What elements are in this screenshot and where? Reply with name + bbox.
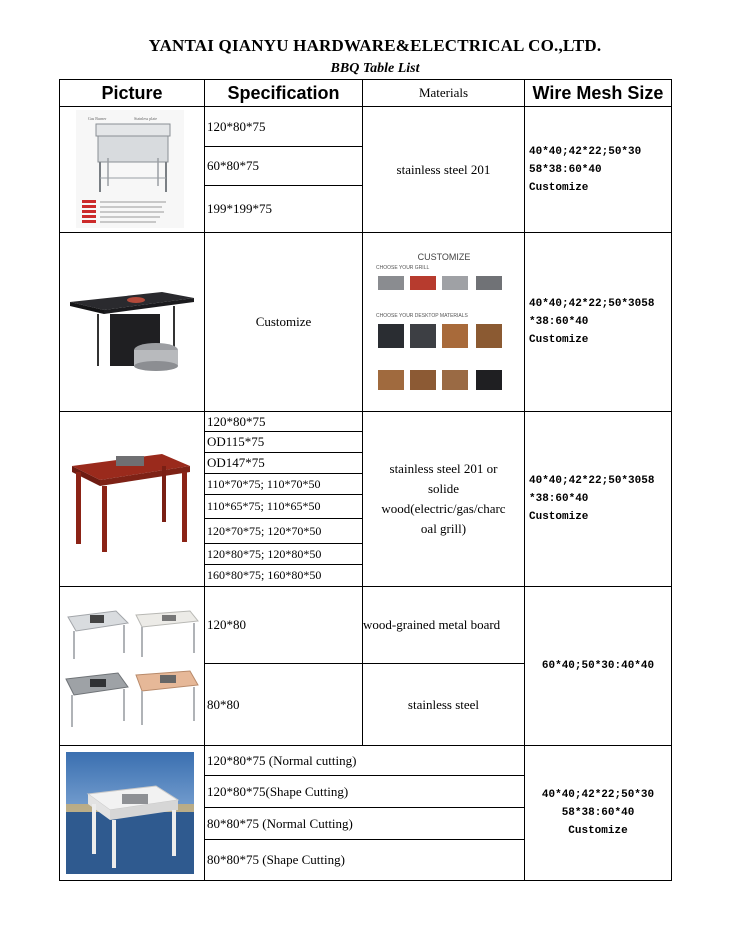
mesh-r5-line1: 40*40;42*22;50*30 (541, 789, 655, 801)
spec-r5-3: 80*80*75 (Normal Cutting) (207, 815, 353, 831)
mesh-r5-line3: Customize (568, 825, 628, 837)
svg-text:Stainless plate: Stainless plate (134, 116, 157, 121)
header-picture: Picture (101, 82, 163, 103)
mesh-r5-line2: 58*38:60*40 (561, 807, 635, 819)
materials-r3-line1: stainless steel 201 or (389, 461, 498, 476)
spec-r3-3: OD147*75 (207, 455, 265, 470)
header-wire-mesh: Wire Mesh Size (532, 82, 664, 103)
materials-r4-1: wood-grained metal board (363, 617, 501, 632)
white-table-night-scene (66, 752, 194, 874)
stainless-steel-table-diagram (76, 110, 184, 228)
mesh-r2-line1: 40*40;42*22;50*3058 (529, 298, 655, 310)
svg-text:Gas Burner: Gas Burner (88, 116, 107, 121)
materials-r1: stainless steel 201 (396, 161, 491, 177)
spec-r1-3: 199*199*75 (207, 201, 272, 216)
mesh-r3 (525, 412, 671, 586)
customize-desktop-caption: CHOOSE YOUR DESKTOP MATERIALS (376, 313, 468, 319)
materials-r3 (363, 412, 524, 586)
red-wood-table (66, 446, 196, 554)
header-materials: Materials (418, 85, 469, 100)
mesh-r3-line2: *38:60*40 (529, 493, 589, 505)
mesh-r2-line3: Customize (529, 334, 589, 346)
mesh-r1-line2: 58*38:60*40 (529, 163, 602, 176)
materials-r3-line2: solide (427, 481, 460, 496)
black-granite-table (64, 276, 200, 384)
spec-r3-2: OD115*75 (207, 434, 265, 449)
mesh-r5 (525, 746, 671, 880)
materials-r3-line3: wood(electric/gas/charc (381, 501, 506, 516)
spec-r4-2: 80*80 (207, 696, 240, 712)
mesh-r3-line1: 40*40;42*22;50*3058 (529, 475, 655, 487)
spec-r3-8: 160*80*75; 160*80*50 (207, 568, 322, 582)
spec-r5-1: 120*80*75 (Normal cutting) (207, 752, 357, 768)
spec-r4-1: 120*80 (207, 617, 246, 632)
mesh-r1-line1: 40*40;42*22;50*30 (529, 145, 642, 158)
materials-r4-2: stainless steel (407, 696, 480, 712)
mesh-r2 (525, 233, 671, 411)
mesh-r2-line2: *38:60*40 (529, 316, 589, 328)
mesh-r1 (525, 107, 671, 232)
spec-r3-5: 110*65*75; 110*65*50 (207, 499, 321, 513)
spec-r3-7: 120*80*75; 120*80*50 (207, 546, 322, 561)
header-specification: Specification (227, 82, 340, 103)
company-title: YANTAI QIANYU HARDWARE&ELECTRICAL CO.,LTD. (148, 36, 602, 55)
customize-title: CUSTOMIZE (417, 252, 471, 262)
spec-r3-4: 110*70*75; 110*70*50 (207, 476, 321, 491)
spec-r1-2: 60*80*75 (207, 158, 259, 173)
list-subtitle: BBQ Table List (330, 61, 420, 76)
mesh-r3-line3: Customize (529, 511, 589, 523)
spec-r3-6: 120*70*75; 120*70*50 (207, 523, 322, 538)
customize-options-image (372, 246, 516, 406)
mesh-r1-line3: Customize (529, 181, 589, 194)
spec-r1-1: 120*80*75 (207, 118, 266, 134)
spec-r5-4: 80*80*75 (Shape Cutting) (207, 852, 345, 867)
customize-grill-caption: CHOOSE YOUR GRILL (376, 265, 430, 271)
mesh-r4: 60*40;50*30:40*40 (541, 660, 655, 672)
materials-r3-line4: oal grill) (420, 521, 467, 536)
spec-r2: Customize (255, 314, 312, 329)
spec-r3-1: 120*80*75 (207, 413, 266, 429)
metal-tables-four-views (62, 603, 202, 733)
spec-r5-2: 120*80*75(Shape Cutting) (207, 783, 349, 799)
